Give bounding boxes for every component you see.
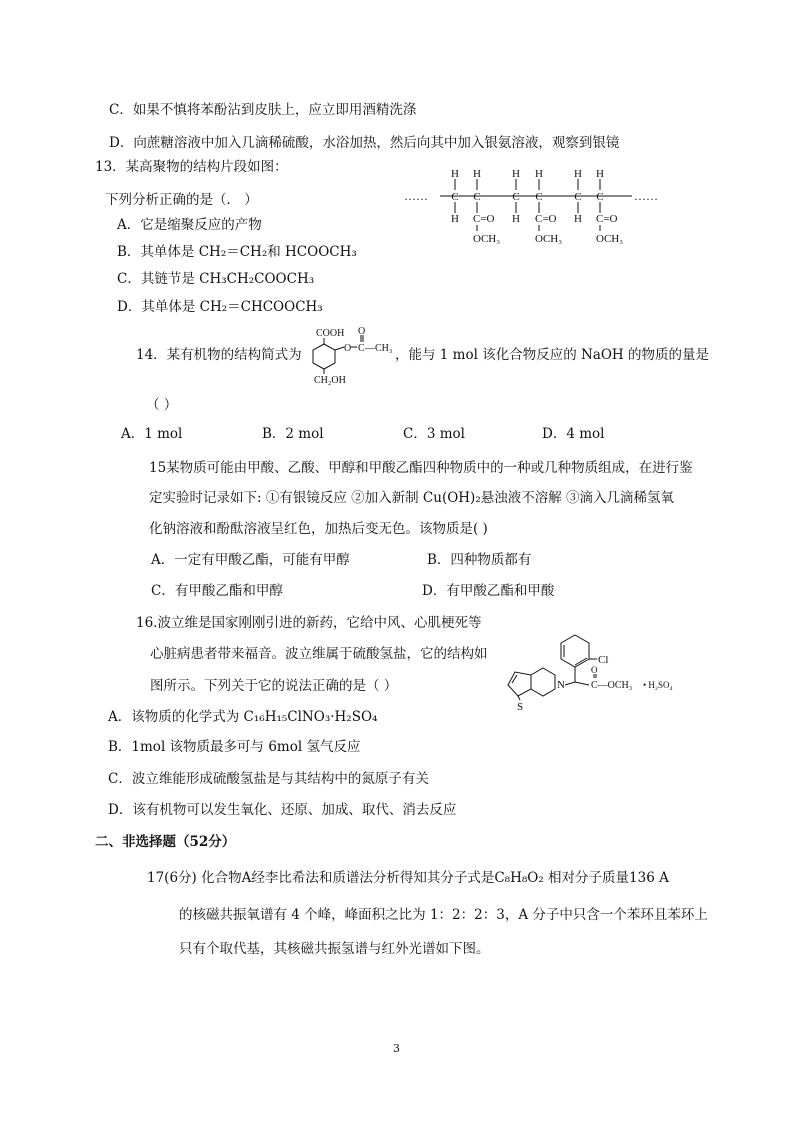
page-number: 3 [393,1042,400,1055]
q14-option-c: C．3 mol [403,426,465,442]
h-atom: H [535,168,543,180]
q14-structure [302,326,397,384]
q16-option-d: D．该有机物可以发生氧化、还原、加成、取代、消去反应 [108,802,457,818]
chain-dots-right: …… [634,189,658,203]
q17-line-3: 只有个取代基，其核磁共振氢谱与红外光谱如下图。 [179,941,490,957]
section-title: 二、非选择题（52分） [95,834,236,850]
q14-option-d: D．4 mol [542,426,605,442]
c-atom: C [596,191,604,203]
q15-line-2: 定实验时记录如下: ①有银镜反应 ②加入新制 Cu(OH)₂悬浊液不溶解 ③滴入几滴稀氢氧 [149,490,675,506]
q15-option-b: B．四种物质都有 [427,552,532,568]
h-atom: H [512,213,520,225]
ch2oh-group: CH₂OH [314,375,346,386]
q14-answer-paren: （ ） [146,397,178,413]
q13-option-b: B．其单体是 CH₂＝CH₂和 HCOOCH₃ [117,244,357,260]
carbonyl-oxygen: O [591,665,598,675]
q14-option-a: A．1 mol [121,426,183,442]
carbonyl-group: C=O [535,213,557,225]
q16-line-1: 16.波立维是国家刚刚引进的新药，它给中风、心肌梗死等 [136,615,482,631]
ester-oxygen: O [344,343,352,354]
c-atom: C [512,191,520,203]
q15-option-c: C．有甲酸乙酯和甲醇 [151,583,283,599]
c-atom: C [451,191,459,203]
q15-line-1: 15某物质可能由甲酸、乙酸、甲醇和甲酸乙酯四种物质中的一种或几种物质组成，在进行鉴 [149,460,693,476]
h-atom: H [574,213,582,225]
q15-option-d: D．有甲酸乙酯和甲酸 [422,583,555,599]
h-atom: H [574,168,582,180]
chlorine-atom: Cl [598,654,609,666]
sulfate-salt: • H₂SO₄ [643,680,673,690]
ester-carbon: C [358,343,365,354]
q15-line-3: 化钠溶液和酚酞溶液呈红色，加热后变无色。该物质是( ) [149,521,488,537]
q13-option-a: A．它是缩聚反应的产物 [117,217,262,233]
q16-line-3: 图所示。下列关于它的说法正确的是（ ） [150,678,398,694]
cooh-group: COOH [316,328,345,339]
carbonyl-group: C=O [596,213,618,225]
q17-line-2: 的核磁共振氧谱有 4 个峰，峰面积之比为 1：2：2：3，A 分子中只含一个苯环且苯环上 [179,907,708,923]
q12-option-d: D．向蔗糖溶液中加入几滴稀硫酸，水浴加热，然后向其中加入银氨溶液，观察到银镜 [109,135,620,151]
c-atom: C [473,191,481,203]
c-atom: C [535,191,543,203]
h-atom: H [451,213,459,225]
ester-carbonyl-oxygen: O [358,326,366,337]
q13-polymer-structure [400,165,690,245]
chain-dots-left: …… [404,189,428,203]
sulfur-atom: S [517,701,524,713]
q14-stem-post: ，能与 1 mol 该化合物反应的 NaOH 的物质的量是 [395,347,709,363]
q14-option-b: B．2 mol [262,426,324,442]
carbonyl-group: C=O [473,213,495,225]
q17-line-1: 17(6分) 化合物A经李比希法和质谱法分析得知其分子式是C₈H₈O₂ 相对分子质量136 A [147,870,669,886]
q13-stem: 13．某高聚物的结构片段如图： [95,159,288,175]
nitrogen-atom: N [557,679,565,691]
methoxy-group: OCH₃ [535,233,563,245]
q12-option-c: C．如果不慎将苯酚沾到皮肤上，应立即用酒精洗涤 [109,102,417,118]
q13-option-d: D．其单体是 CH₂＝CHCOOCH₃ [117,299,323,315]
h-atom: H [451,168,459,180]
c-atom: C [574,191,582,203]
methoxy-group: OCH₃ [596,233,624,245]
q16-option-a: A．该物质的化学式为 C₁₆H₁₅ClNO₃·H₂SO₄ [108,709,378,725]
ester-group: C—OCH₃ [591,680,633,691]
q16-clopidogrel-structure [503,630,693,720]
methoxy-group: OCH₃ [473,233,501,245]
methyl-group: —CH₃ [365,343,393,354]
q13-option-c: C．其链节是 CH₃CH₂COOCH₃ [117,271,315,287]
q15-option-a: A．一定有甲酸乙酯，可能有甲醇 [151,552,350,568]
h-atom: H [473,168,481,180]
q16-line-2: 心脏病患者带来福音。波立维属于硫酸氢盐，它的结构如 [150,646,488,662]
q16-option-c: C．波立维能形成硫酸氢盐是与其结构中的氮原子有关 [108,771,429,787]
h-atom: H [512,168,520,180]
h-atom: H [596,168,604,180]
q13-prompt: 下列分析正确的是（． ） [105,192,258,208]
q16-option-b: B．1mol 该物质最多可与 6mol 氢气反应 [108,739,361,755]
q14-stem-pre: 14．某有机物的结构简式为 [136,347,302,363]
